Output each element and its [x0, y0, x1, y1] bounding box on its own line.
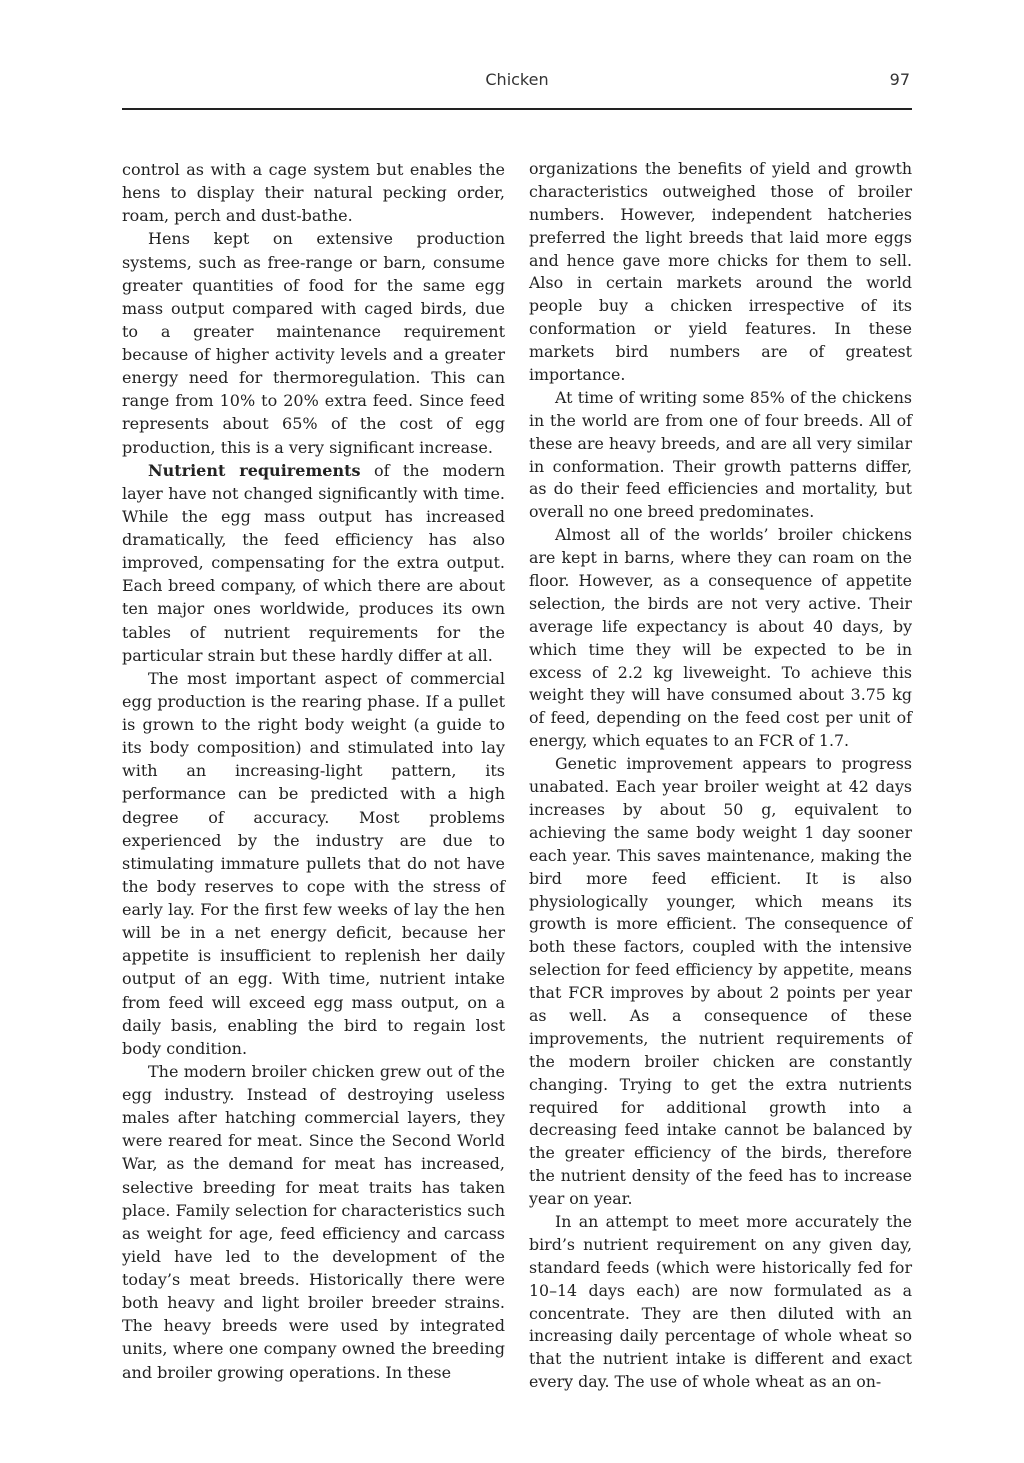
- paragraph: organizations the benefits of yield and growth characteristics outweighed those of broiler numbers. However, independent hatcheries preferred the light breeds that laid more eggs and hence gave more chicks for them to sell. Also in certain markets around the world people buy a chicken irrespective of its conformation or yield features. In these markets bird numbers are of greatest importance.: [529, 159, 912, 385]
- paragraph: control as with a cage system but enables the hens to display their natural pecking order, roam, perch and dust-bathe.: [122, 160, 505, 226]
- paragraph-body: of the modern layer have not changed significantly with time. While the egg mass output has increased dramatically, the feed efficiency has also improved, compensating for the extra output. Each breed company, of which there are about ten major ones worldwide, produces its own tables of nutrient requirements for the particular strain but these hardly differ at all.: [122, 460, 506, 665]
- paragraph: [122, 459, 505, 667]
- running-head: [122, 68, 912, 94]
- paragraph: Genetic improvement appears to progress unabated. Each year broiler weight at 42 days increases by about 50 g, equivalent to achieving the same body weight 1 day sooner each year. This saves maintenance, making the bird more feed efficient. It is also physiologically younger, which means its growth is more efficient. The consequence of both these factors, coupled with the intensive selection for feed efficiency by appetite, means that FCR improves by about 2 points per year as well. As a consequence of these improvements, the nutrient requirements of the modern broiler chicken are constantly changing. Trying to get the extra nutrients required for additional growth into a decreasing feed intake cannot be balanced by the greater efficiency of the birds, therefore the nutrient density of the feed has to increase year on year.: [529, 754, 912, 1209]
- left-column: [122, 158, 505, 1384]
- page-number: 97: [889, 70, 910, 89]
- paragraph: The most important aspect of commercial egg production is the rearing phase. If a pullet is grown to the right body weight (a guide to its body composition) and stimulated into lay with an increasing-light pattern, its performance can be predicted with a high degree of accuracy. Most problems experienced by the industry are due to stimulating immature pullets that do not have the body reserves to cope with the stress of early lay. For the first few weeks of lay the hen will be in a net energy deficit, because her appetite is insufficient to replenish her daily output of an egg. With time, nutrient intake from feed will exceed egg mass output, on a daily basis, enabling the bird to regain lost body condition.: [122, 668, 505, 1058]
- paragraph: At time of writing some 85% of the chickens in the world are from one of four breeds. All of these are heavy breeds, and are all very similar in conformation. Their growth patterns differ, as do their feed efficiencies and mortality, but overall no one breed predominates.: [529, 387, 912, 522]
- paragraph: Almost all of the worlds’ broiler chickens are kept in barns, where they can roam on the floor. However, as a consequence of appetite selection, the birds are not very active. Their average life expectancy is about 40 days, by which time they will be expected to be in excess of 2.2 kg liveweight. To achieve this weight they will have consumed about 3.75 kg of feed, depending on the feed cost per unit of energy, which equates to an FCR of 1.7.: [529, 525, 912, 751]
- right-column: [529, 158, 912, 1394]
- paragraph: Hens kept on extensive production systems, such as free-range or barn, consume greater quantities of food for the same egg mass output compared with caged birds, due to a greater maintenance requirement because of higher activity levels and a greater energy need for thermoregulation. This can range from 10% to 20% extra feed. Since feed represents about 65% of the cost of egg production, this is a very significant increase.: [122, 229, 505, 457]
- header-rule: [122, 108, 912, 110]
- paragraph: The modern broiler chicken grew out of the egg industry. Instead of destroying useless males after hatching commercial layers, they were reared for meat. Since the Second World War, as the demand for meat has increased, selective breeding for meat traits has taken place. Family selection for characteristics such as weight for age, feed efficiency and carcass yield have led to the development of the today’s meat breeds. Historically there were both heavy and light broiler breeder strains. The heavy breeds were used by integrated units, where one company owned the breeding and broiler growing operations. In these: [122, 1061, 505, 1382]
- paragraph: In an attempt to meet more accurately the bird’s nutrient requirement on any given day, standard feeds (which were historically fed for 10–14 days each) are now formulated as a concentrate. They are then diluted with an increasing daily percentage of whole wheat so that the nutrient intake is different and exact every day. The use of whole wheat as an on-: [529, 1211, 912, 1392]
- run-in-heading: Nutrient requirements: [148, 460, 361, 480]
- running-head-title: Chicken: [485, 70, 549, 89]
